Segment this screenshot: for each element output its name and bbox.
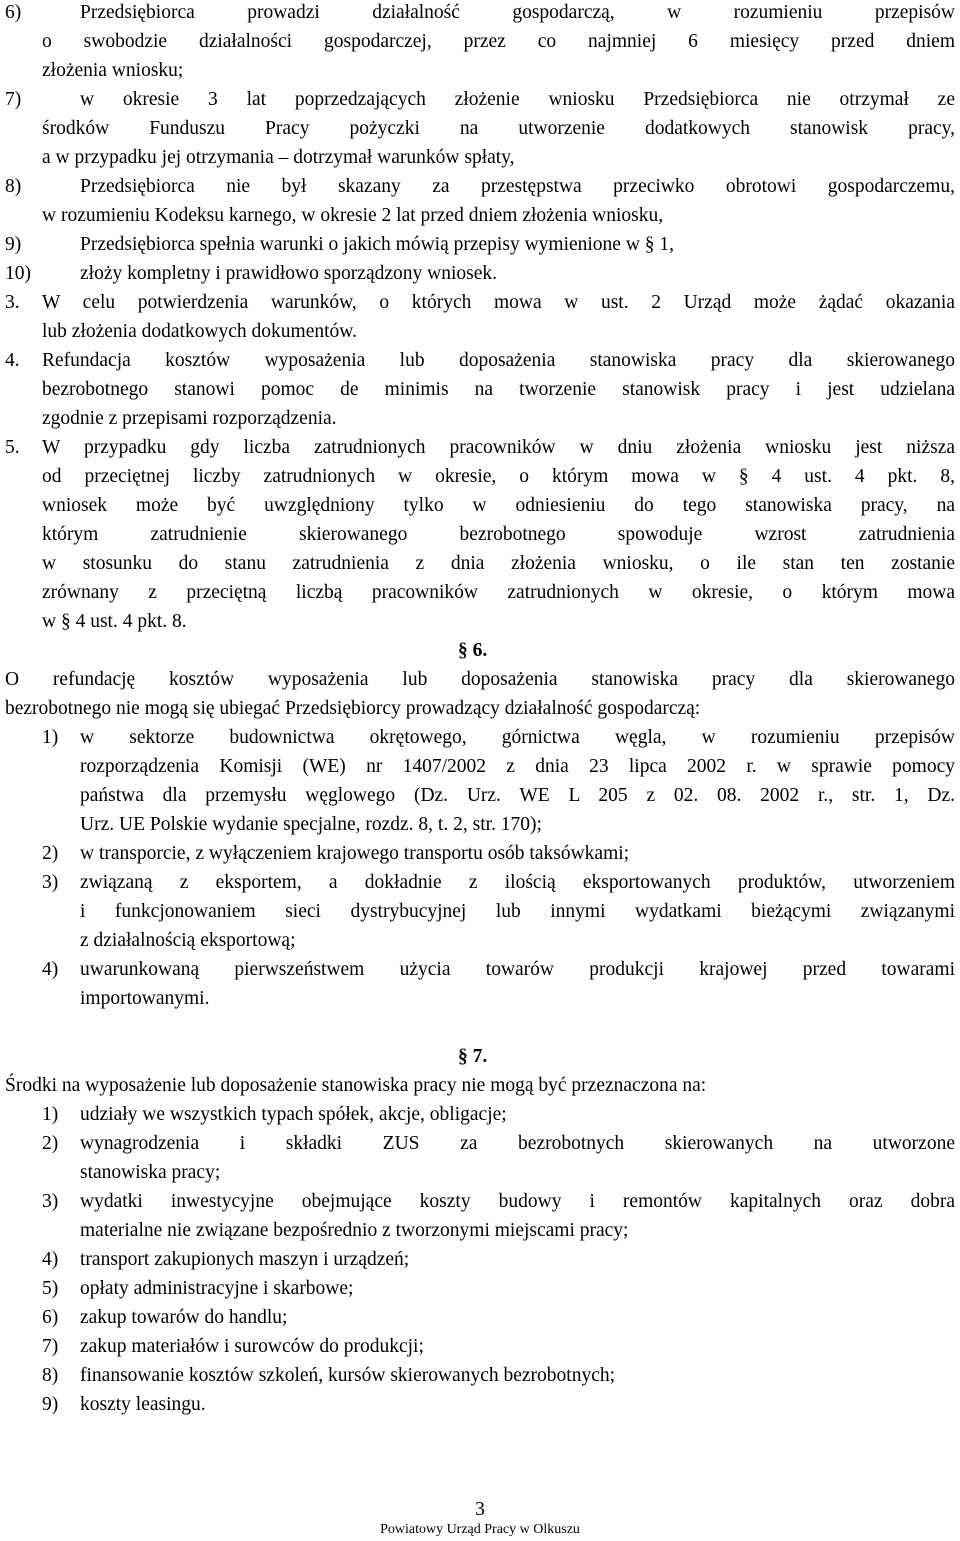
list-item-line: w transporcie, z wyłączeniem krajowego transportu osób taksówkami; [80, 843, 630, 864]
list-item-line: rozporządzenia Komisji (WE) nr 1407/2002 z dnia 23 lipca 2002 r. w sprawie pomocy [80, 756, 955, 777]
list-item-line: Przedsiębiorca prowadzi działalność gospodarczą, w rozumieniu przepisów [80, 2, 955, 23]
list-item-line: opłaty administracyjne i skarbowe; [80, 1278, 354, 1299]
list-item-line: a w przypadku jej otrzymania – dotrzymał warunków spłaty, [42, 147, 515, 168]
list-item-line: złoży kompletny i prawidłowo sporządzony wniosek. [80, 263, 497, 284]
list-number: 9) [42, 1394, 59, 1415]
page-number: 3 [475, 1499, 485, 1520]
list-item-line: materialne nie związane bezpośrednio z tworzonymi miejscami pracy; [80, 1220, 629, 1241]
list-item-line: wynagrodzenia i składki ZUS za bezrobotnych skierowanych na utworzone [80, 1133, 955, 1154]
point-line: od przeciętnej liczby zatrudnionych w okresie, o którym mowa w § 4 ust. 4 pkt. 8, [42, 466, 955, 487]
list-number: 2) [42, 1133, 59, 1154]
point-line: bezrobotnego stanowi pomoc de minimis na tworzenie stanowisk pracy i jest udzielana [42, 379, 955, 400]
point-line: w § 4 ust. 4 pkt. 8. [42, 611, 187, 632]
list-item-line: zakup towarów do handlu; [80, 1307, 288, 1328]
list-item-line: importowanymi. [80, 988, 210, 1009]
list-number: 6) [42, 1307, 59, 1328]
footer-office-name: Powiatowy Urząd Pracy w Olkuszu [380, 1522, 580, 1537]
list-item-line: złożenia wniosku; [42, 60, 184, 81]
list-item-line: środków Funduszu Pracy pożyczki na utworzenie dodatkowych stanowisk pracy, [42, 118, 955, 139]
list-item-line: w sektorze budownictwa okrętowego, górnictwa węgla, w rozumieniu przepisów [80, 727, 955, 748]
list-number: 1) [42, 1104, 59, 1125]
list-item-line: stanowiska pracy; [80, 1162, 221, 1183]
point-line: którym zatrudnienie skierowanego bezrobotnego spowoduje wzrost zatrudnienia [42, 524, 955, 545]
list-number: 1) [42, 727, 59, 748]
section-heading: § 6. [458, 640, 488, 661]
list-item-line: w okresie 3 lat poprzedzających złożenie wniosku Przedsiębiorca nie otrzymał ze [80, 89, 955, 110]
list-item-line: koszty leasingu. [80, 1394, 206, 1415]
list-number: 7) [42, 1336, 59, 1357]
list-item-line: transport zakupionych maszyn i urządzeń; [80, 1249, 410, 1270]
list-item-line: państwa dla przemysłu węglowego (Dz. Urz. WE L 205 z 02. 08. 2002 r., str. 1, Dz. [80, 785, 955, 806]
list-item-line: zakup materiałów i surowców do produkcji; [80, 1336, 424, 1357]
list-item-line: związaną z eksportem, a dokładnie z ilością eksportowanych produktów, utworzeniem [80, 872, 955, 893]
section-intro-line: Środki na wyposażenie lub doposażenie stanowiska pracy nie mogą być przeznaczona na: [5, 1075, 707, 1096]
list-number: 8) [42, 1365, 59, 1386]
section-heading: § 7. [458, 1046, 488, 1067]
list-item-line: wydatki inwestycyjne obejmujące koszty budowy i remontów kapitalnych oraz dobra [80, 1191, 955, 1212]
point-number: 5. [5, 437, 20, 458]
point-line: zgodnie z przepisami rozporządzenia. [42, 408, 337, 429]
point-number: 4. [5, 350, 20, 371]
point-line: Refundacja kosztów wyposażenia lub doposażenia stanowiska pracy dla skierowanego [42, 350, 955, 371]
list-number: 3) [42, 1191, 59, 1212]
point-line: w stosunku do stanu zatrudnienia z dnia złożenia wniosku, o ile stan ten zostanie [42, 553, 955, 574]
list-item-line: Urz. UE Polskie wydanie specjalne, rozdz. 8, t. 2, str. 170); [80, 814, 542, 835]
list-number: 5) [42, 1278, 59, 1299]
list-item-line: udziały we wszystkich typach spółek, akcje, obligacje; [80, 1104, 507, 1125]
point-line: lub złożenia dodatkowych dokumentów. [42, 321, 357, 342]
list-number: 4) [42, 1249, 59, 1270]
list-item-line: i funkcjonowaniem sieci dystrybucyjnej lub innymi wydatkami bieżącymi związanymi [80, 901, 955, 922]
list-item-line: Przedsiębiorca spełnia warunki o jakich mówią przepisy wymienione w § 1, [80, 234, 675, 255]
list-number: 2) [42, 843, 59, 864]
list-number: 7) [5, 89, 22, 110]
list-item-line: Przedsiębiorca nie był skazany za przestępstwa przeciwko obrotowi gospodarczemu, [80, 176, 955, 197]
list-number: 6) [5, 2, 22, 23]
section-intro-line: O refundację kosztów wyposażenia lub doposażenia stanowiska pracy dla skierowanego [5, 669, 955, 690]
section-intro-line: bezrobotnego nie mogą się ubiegać Przedsiębiorcy prowadzący działalność gospodarczą: [5, 698, 701, 719]
point-line: W celu potwierdzenia warunków, o których mowa w ust. 2 Urząd może żądać okazania [42, 292, 955, 313]
list-item-line: w rozumieniu Kodeksu karnego, w okresie 2 lat przed dniem złożenia wniosku, [42, 205, 664, 226]
list-item-line: finansowanie kosztów szkoleń, kursów skierowanych bezrobotnych; [80, 1365, 616, 1386]
list-item-line: o swobodzie działalności gospodarczej, przez co najmniej 6 miesięcy przed dniem [42, 31, 955, 52]
list-number: 4) [42, 959, 59, 980]
list-item-line: z działalnością eksportową; [80, 930, 296, 951]
point-line: wniosek może być uwzględniony tylko w odniesieniu do tego stanowiska pracy, na [42, 495, 955, 516]
list-number: 3) [42, 872, 59, 893]
list-number: 9) [5, 234, 22, 255]
list-item-line: uwarunkowaną pierwszeństwem użycia towarów produkcji krajowej przed towarami [80, 959, 955, 980]
list-number: 10) [5, 263, 31, 284]
point-line: W przypadku gdy liczba zatrudnionych pracowników w dniu złożenia wniosku jest niższa [42, 437, 955, 458]
list-number: 8) [5, 176, 22, 197]
point-line: zrównany z przeciętną liczbą pracowników zatrudnionych w okresie, o którym mowa [42, 582, 955, 603]
point-number: 3. [5, 292, 20, 313]
